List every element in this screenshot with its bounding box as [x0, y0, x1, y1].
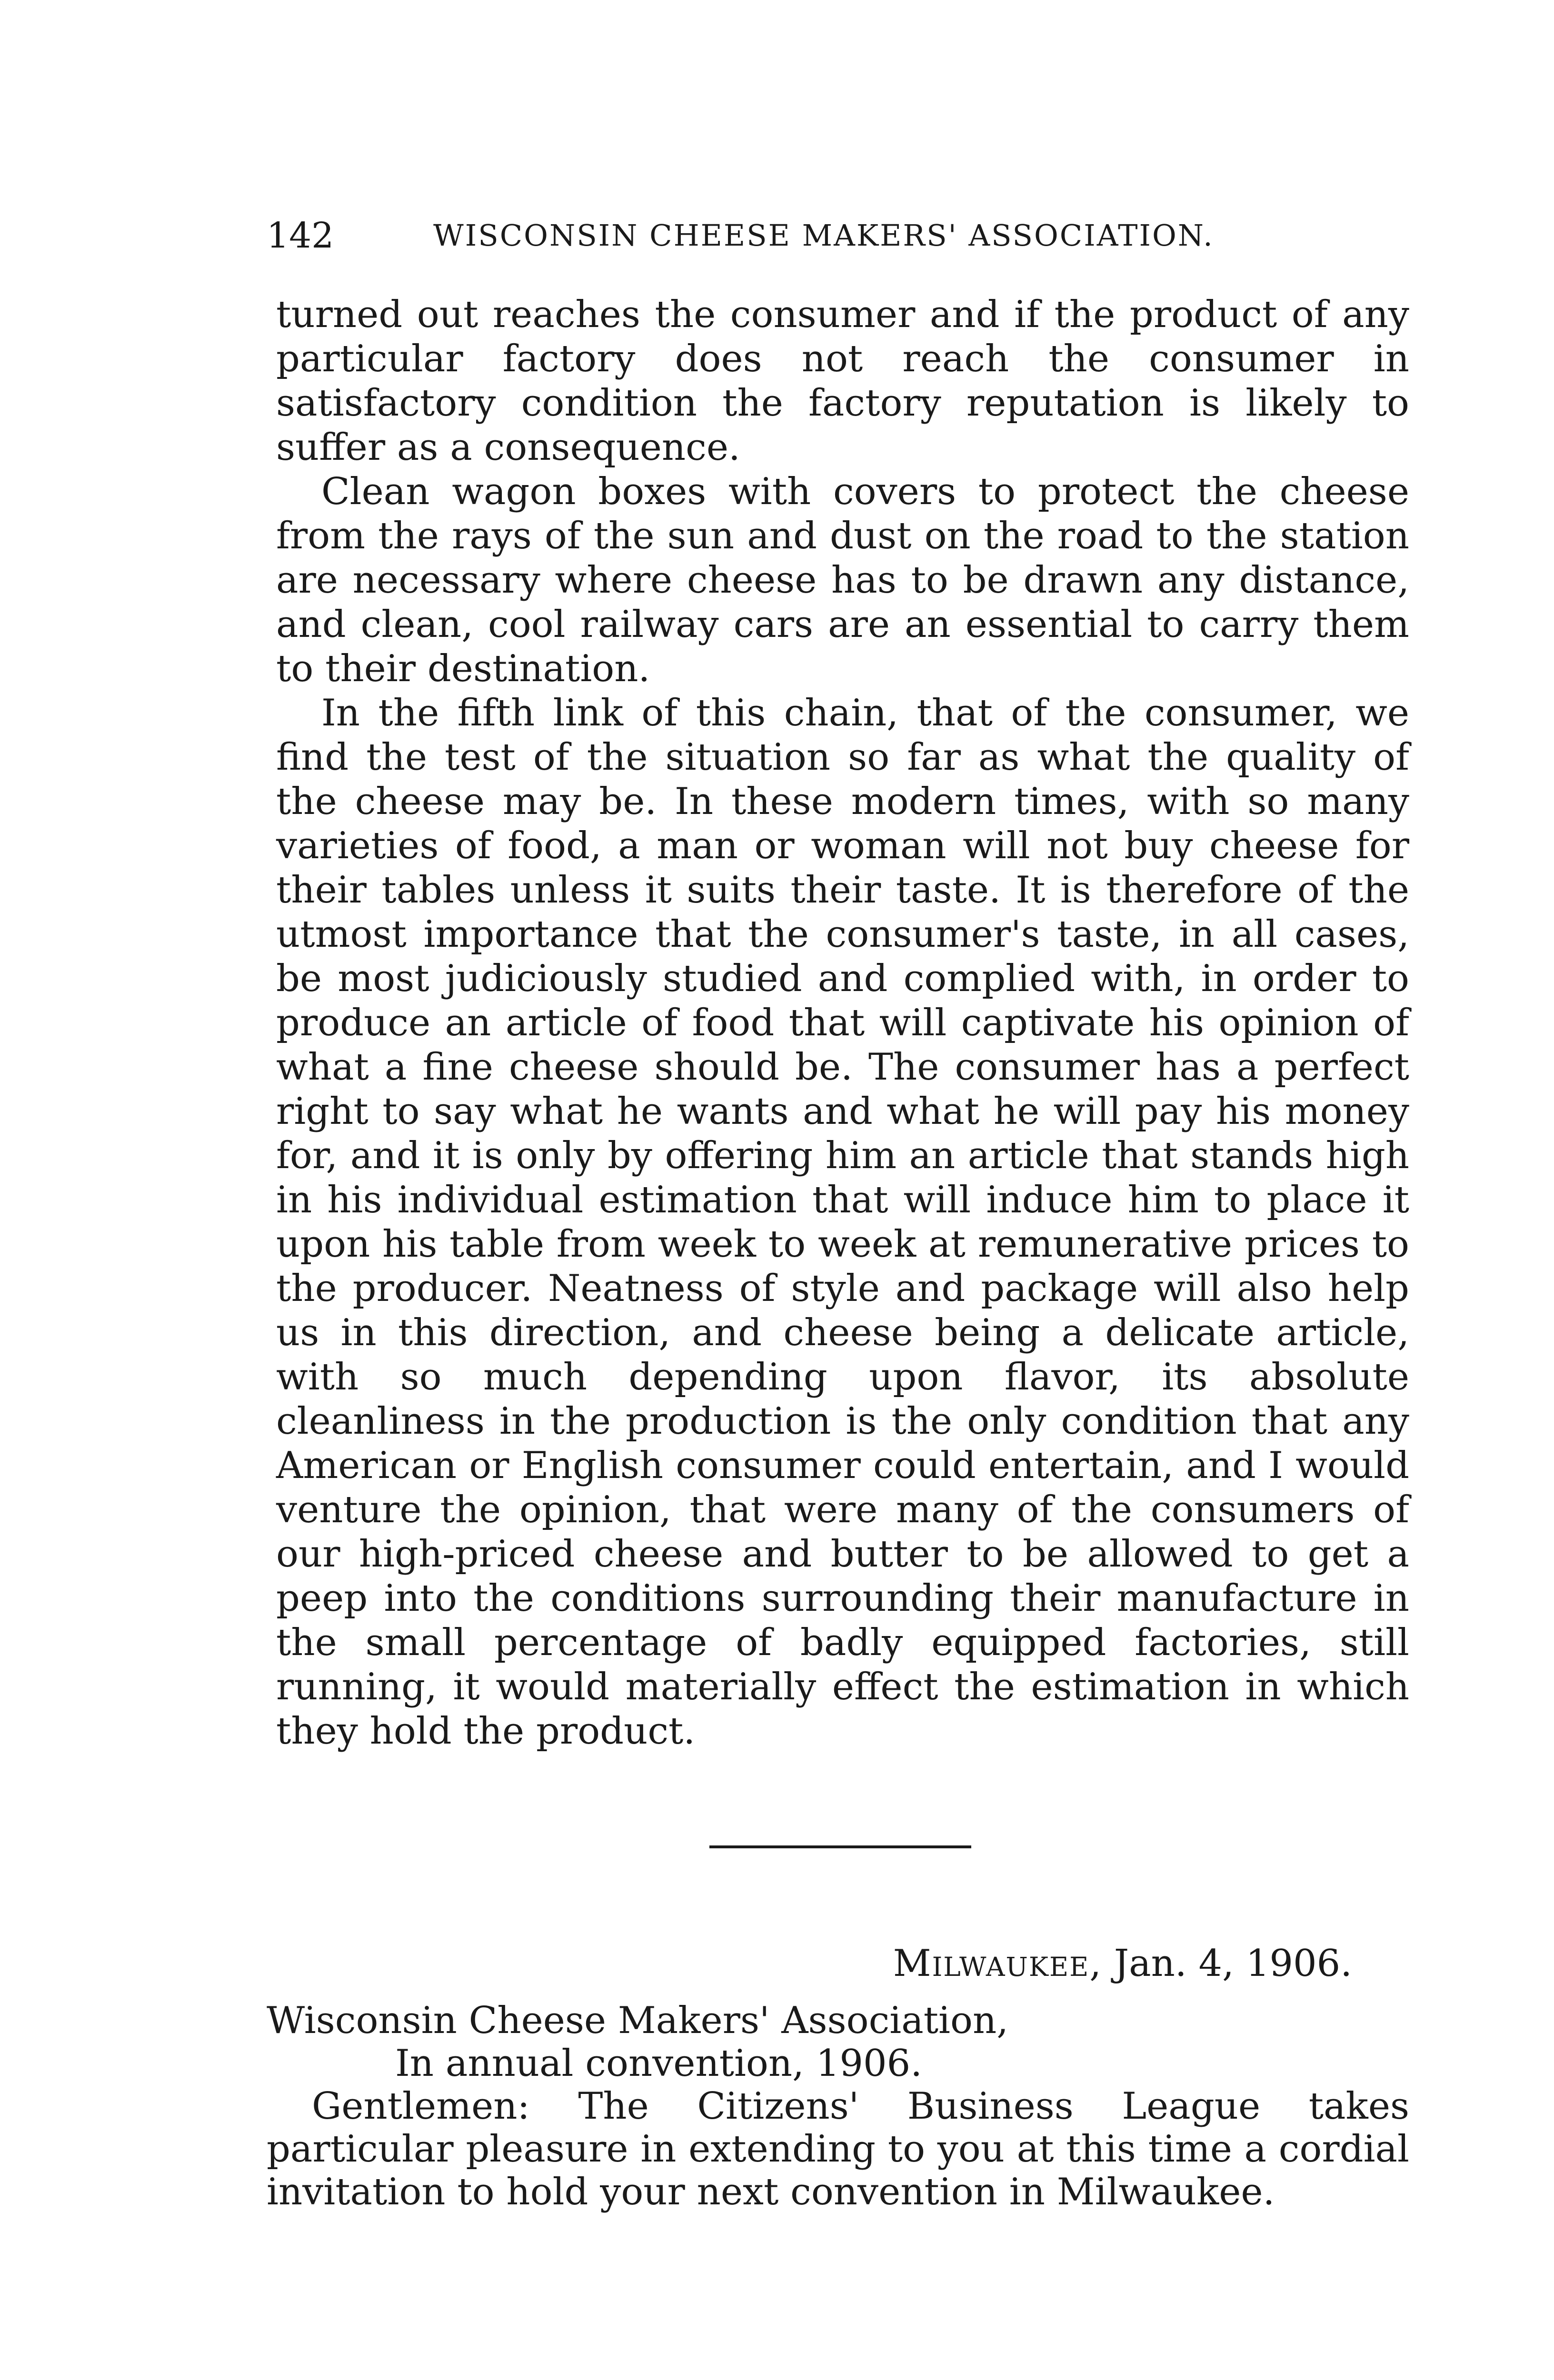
letter-date: Jan. 4, 1906. [1114, 1942, 1352, 1985]
letter-city: Milwaukee, [893, 1942, 1103, 1985]
section-divider [709, 1845, 971, 1848]
running-title: WISCONSIN CHEESE MAKERS' ASSOCIATION. [433, 218, 1214, 253]
page-number: 142 [267, 215, 334, 256]
letter-body [267, 2085, 1409, 2213]
letter-text: The Citizens' Business League takes particular pleasure in extending to you at this time a cordial invitation to hold your next convention in Milwaukee. [267, 2085, 1410, 2213]
body-text [276, 293, 1409, 1754]
letter-dateline [267, 1942, 1409, 1985]
paragraph-wagon-boxes: Clean wagon boxes with covers to protect the cheese from the rays of the sun and dust on the road to the station are necessary where cheese has to be drawn any distance, and clean, cool railway cars are an essential to carry them to their destination. [276, 470, 1409, 690]
letter-salutation: Gentlemen: [312, 2085, 530, 2128]
letter [267, 1942, 1409, 2213]
paragraph-consumer: In the fifth link of this chain, that of the consumer, we find the test of the situation so far as what the quality of the cheese may be. In these modern times, with so many varieties of food, a man or woman will not buy cheese for their tables unless it suits their taste. It is therefore of the utmost importance that the consumer's taste, in all cases, be most judiciously studied and complied with, in order to produce an article of food that will captivate his opinion of what a fine cheese should be. The consumer has a perfect right to say what he wants and what he will pay his money for, and it is only by offering him an article that stands high in his individual estimation that will induce him to place it upon his table from week to week at remunerative prices to the producer. Neatness of style and package will also help us in this direction, and cheese being a delicate article, with so much depending upon flavor, its absolute cleanliness in the production is the only condition that any American or English consumer could entertain, and I would venture the opinion, that were many of the consumers of our high-priced cheese and butter to be allowed to get a peep into the conditions surrounding their manufacture in the small percentage of badly equipped factories, still running, it would materially effect the estimation in which they hold the product. [276, 692, 1409, 1753]
paragraph-continuation: turned out reaches the consumer and if the product of any particular factory does not reach the consumer in satisfactory condition the factory reputation is likely to suffer as a consequence. [276, 293, 1409, 469]
letter-addressee-line2: In annual convention, 1906. [395, 2042, 923, 2085]
letter-addressee: Wisconsin Cheese Makers' Association, [267, 1999, 1008, 2042]
page-header [267, 209, 1285, 262]
